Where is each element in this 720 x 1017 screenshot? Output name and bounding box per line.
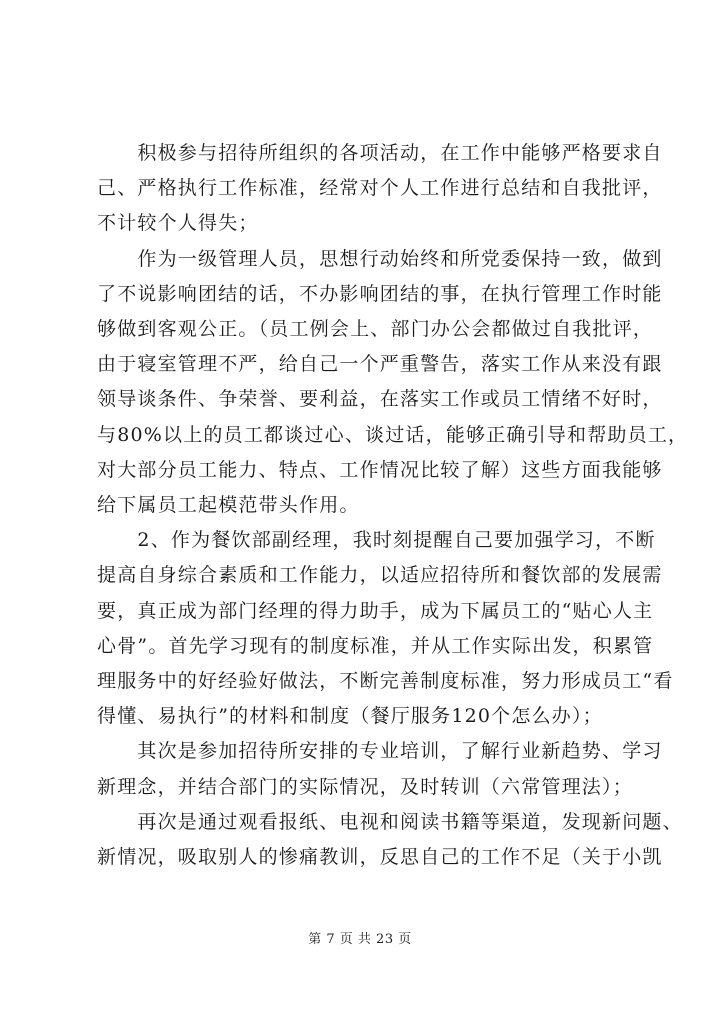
page-footer: 第 7 页 共 23 页 [308, 932, 412, 947]
text-line: 得懂、易执行”的材料和制度（餐厅服务120个怎么办）； [97, 705, 603, 728]
text-line: 够做到客观公正。（员工例会上、部门办公会都做过自我批评， [97, 318, 654, 341]
text-line: 己、严格执行工作标准，经常对个人工作进行总结和自我批评， [97, 177, 663, 200]
text-line: 提高自身综合素质和工作能力，以适应招待所和餐饮部的发展需 [97, 564, 663, 587]
text-line: 再次是通过观看报纸、电视和阅读书籍等渠道，发现新问题、 [97, 810, 683, 833]
text-line: 新情况，吸取别人的惨痛教训，反思自己的工作不足（关于小凯 [97, 846, 663, 869]
text-line: 新理念，并结合部门的实际情况，及时转训（六常管理法）； [97, 775, 633, 798]
text-line: 作为一级管理人员，思想行动始终和所党委保持一致，做到 [97, 247, 663, 270]
text-line: 对大部分员工能力、特点、工作情况比较了解）这些方面我能够 [97, 458, 663, 481]
text-line: 2、作为餐饮部副经理，我时刻提醒自己要加强学习，不断 [97, 529, 656, 552]
text-line: 理服务中的好经验好做法，不断完善制度标准，努力形成员工“看 [97, 670, 674, 693]
paragraph-manager-conduct [97, 242, 689, 524]
text-line: 心骨”。首先学习现有的制度标准，并从工作实际出发，积累管 [97, 634, 654, 657]
text-line: 不计较个人得失； [97, 212, 259, 235]
paragraph-training [97, 734, 663, 804]
text-line: 其次是参加招待所安排的专业培训，了解行业新趋势、学习 [97, 740, 663, 763]
paragraph-learning [97, 523, 674, 734]
text-line: 与80%以上的员工都谈过心、谈过话，能够正确引导和帮助员工， [97, 423, 689, 446]
text-line: 由于寝室管理不严，给自己一个严重警告，落实工作从来没有跟 [97, 353, 663, 376]
text-line: 积极参与招待所组织的各项活动，在工作中能够严格要求自 [97, 142, 663, 164]
paragraph-reflection [97, 805, 683, 875]
text-line: 给下属员工起模范带头作用。 [97, 494, 360, 517]
document-body [97, 136, 689, 875]
text-line: 领导谈条件、争荣誉、要利益，在落实工作或员工情绪不好时， [97, 388, 663, 411]
text-line: 了不说影响团结的话，不办影响团结的事，在执行管理工作时能 [97, 282, 663, 305]
paragraph-activities [97, 136, 663, 242]
text-line: 要，真正成为部门经理的得力助手，成为下属员工的“贴心人主 [97, 599, 654, 622]
